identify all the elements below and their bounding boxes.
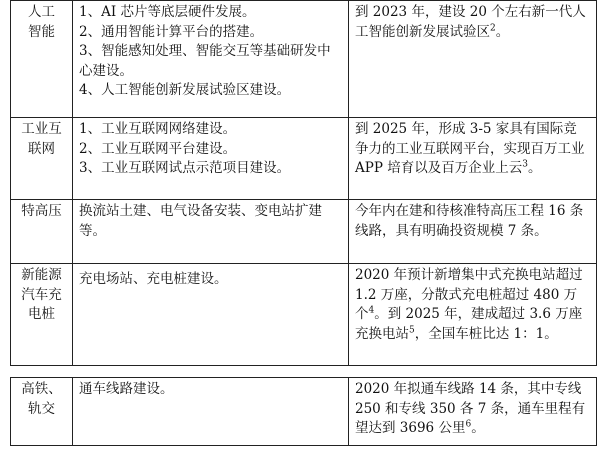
- sector-label: 电桩: [28, 306, 55, 322]
- goal-cell: [349, 264, 597, 366]
- sector-cell: [11, 118, 73, 200]
- list-item: 换流站土建、电气设备安装、变电站扩建等。: [79, 203, 322, 239]
- sector-cell: [11, 378, 73, 446]
- items-cell: [73, 200, 349, 264]
- table-row: [11, 378, 597, 446]
- table-row: [11, 1, 597, 118]
- sector-label: 人工: [28, 4, 55, 20]
- sector-cell: [11, 200, 73, 264]
- goal-cell: [349, 118, 597, 200]
- sector-label: 高铁、: [21, 381, 62, 397]
- list-item: 3、智能感知处理、智能交互等基础研发中心建设。: [79, 43, 331, 79]
- items-cell: [73, 1, 349, 118]
- table-row: [11, 118, 597, 200]
- goal-cell: [349, 200, 597, 264]
- goal-text-end: 。: [527, 160, 542, 176]
- infrastructure-table: [10, 0, 597, 366]
- document: [10, 0, 596, 446]
- goal-cell: [349, 378, 597, 446]
- list-item: 2、通用智能计算平台的搭建。: [79, 23, 264, 40]
- list-item: 通车线路建设。: [79, 381, 174, 397]
- list-item: 2、工业互联网平台建设。: [79, 140, 237, 157]
- table-row: [11, 264, 597, 366]
- footnote-ref: 2: [490, 23, 496, 33]
- goal-text-end: ，全国车桩比达 1：1。: [414, 325, 558, 342]
- footnote-ref: 6: [465, 419, 472, 430]
- footnote-ref: 3: [522, 159, 528, 170]
- rail-table: [10, 377, 597, 446]
- items-cell: [73, 118, 349, 200]
- list-item: 3、工业互联网试点示范项目建设。: [79, 160, 291, 176]
- sector-label: 轨交: [28, 400, 55, 417]
- footnote-ref: 5: [409, 325, 415, 335]
- goal-text: 今年内在建和待核准特高压工程 16 条线路，具有明确投资规模 7 条。: [355, 203, 584, 239]
- goal-text-mid: 。到 2025 年，建成超过 3.6 万座充换电站: [355, 306, 583, 342]
- sector-cell: [11, 264, 73, 366]
- sector-cell: [11, 1, 73, 118]
- sector-label: 联网: [28, 140, 55, 157]
- list-item: 1、AI 芯片等底层硬件发展。: [79, 4, 256, 20]
- sector-label: 智能: [28, 23, 55, 40]
- goal-text-end: 。: [471, 420, 485, 436]
- list-item: 4、人工智能创新发展试验区建设。: [79, 82, 291, 98]
- goal-cell: [349, 1, 597, 118]
- table-gap: [10, 366, 596, 377]
- list-item: 充电场站、充电桩建设。: [79, 271, 228, 287]
- goal-text-end: 。: [495, 23, 510, 40]
- goal-text: 到 2025 年，形成 3-5 家具有国际竞争力的工业互联网平台，实现百万工业 APP 培育以及百万企业上云: [355, 121, 585, 176]
- sector-label: 新能源: [21, 267, 62, 283]
- list-item: 1、工业互联网网络建设。: [79, 121, 237, 137]
- table-row: [11, 200, 597, 264]
- goal-text: 2020 年拟通车线路 14 条，其中专线 250 和专线 350 各 7 条，通车里程有望达到 3696 公里: [355, 381, 586, 436]
- sector-label: 汽车充: [21, 286, 62, 303]
- footnote-ref: 4: [368, 305, 375, 316]
- items-cell: [73, 264, 349, 366]
- items-cell: [73, 378, 349, 446]
- sector-label: 特高压: [21, 203, 62, 219]
- goal-text: 2020 年预计新增集中式充换电站超过 1.2 万座，分散式充电桩超过 480 万个: [355, 267, 583, 322]
- sector-label: 工业互: [21, 121, 62, 137]
- goal-text: 到 2023 年，建设 20 个左右新一代人工智能创新发展试验区: [355, 4, 586, 40]
